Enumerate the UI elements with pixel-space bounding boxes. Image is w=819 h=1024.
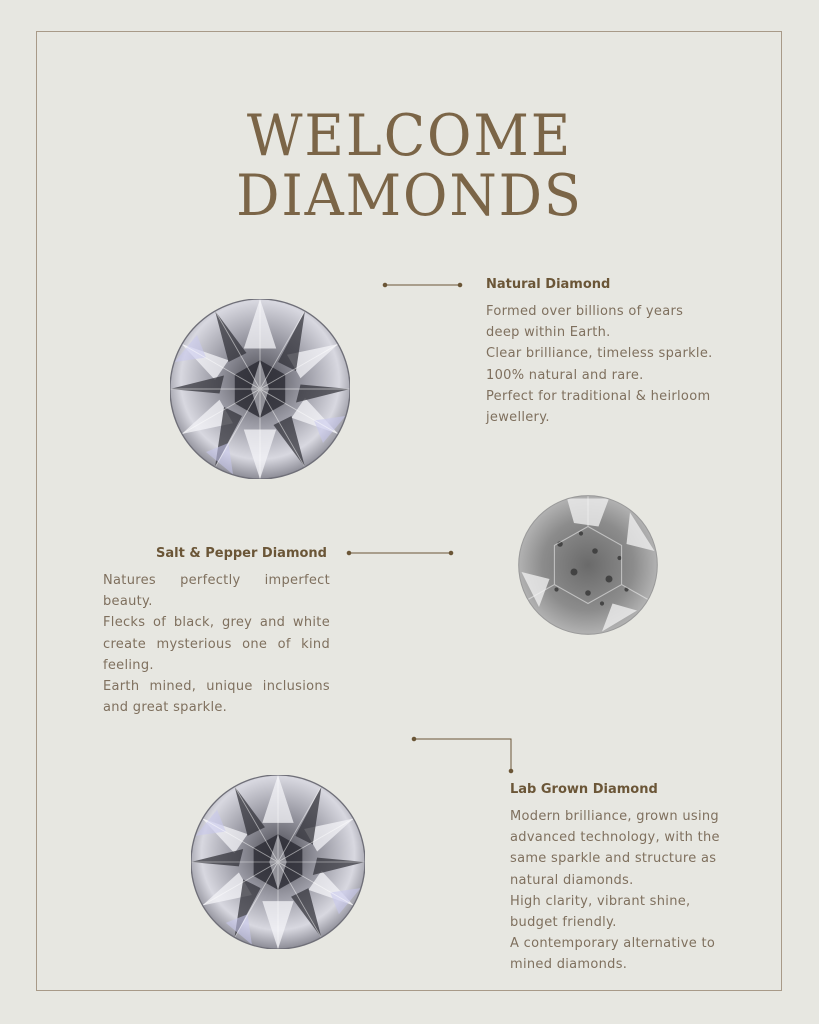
natural-line: Perfect for traditional & heirloom jewellery. xyxy=(486,388,711,426)
salt-pepper-line: Flecks of black, grey and white create mysterious one of kind feeling. xyxy=(103,615,330,673)
lab-grown-diamond-description xyxy=(510,806,735,976)
lab-grown-line: A contemporary alternative to mined diamonds. xyxy=(510,936,716,973)
natural-diamond-title: Natural Diamond xyxy=(486,277,611,292)
natural-diamond-description xyxy=(486,301,718,428)
lab-grown-line: Modern brilliance, grown using advanced technology, with the same sparkle and structure as natural diamonds. xyxy=(510,809,720,888)
natural-diamond-image xyxy=(170,299,350,479)
title-line-2: DIAMONDS xyxy=(236,163,583,229)
lab-grown-diamond-title: Lab Grown Diamond xyxy=(510,782,658,797)
lab-grown-diamond-image xyxy=(191,775,365,949)
salt-pepper-diamond-title: Salt & Pepper Diamond xyxy=(156,546,327,561)
lab-grown-connector xyxy=(414,739,511,771)
title-line-1: WELCOME xyxy=(246,103,573,169)
natural-line: 100% natural and rare. xyxy=(486,367,644,383)
salt-pepper-line: Natures perfectly imperfect beauty. xyxy=(103,573,330,610)
natural-line: Formed over billions of years deep within Earth. xyxy=(486,304,684,341)
natural-line: Clear brilliance, timeless sparkle. xyxy=(486,346,713,362)
lab-grown-line: High clarity, vibrant shine, budget friendly. xyxy=(510,893,691,931)
salt-pepper-diamond-image xyxy=(518,494,658,636)
salt-pepper-line: Earth mined, unique inclusions and great sparkle. xyxy=(103,679,330,716)
salt-pepper-diamond-description xyxy=(103,570,330,718)
